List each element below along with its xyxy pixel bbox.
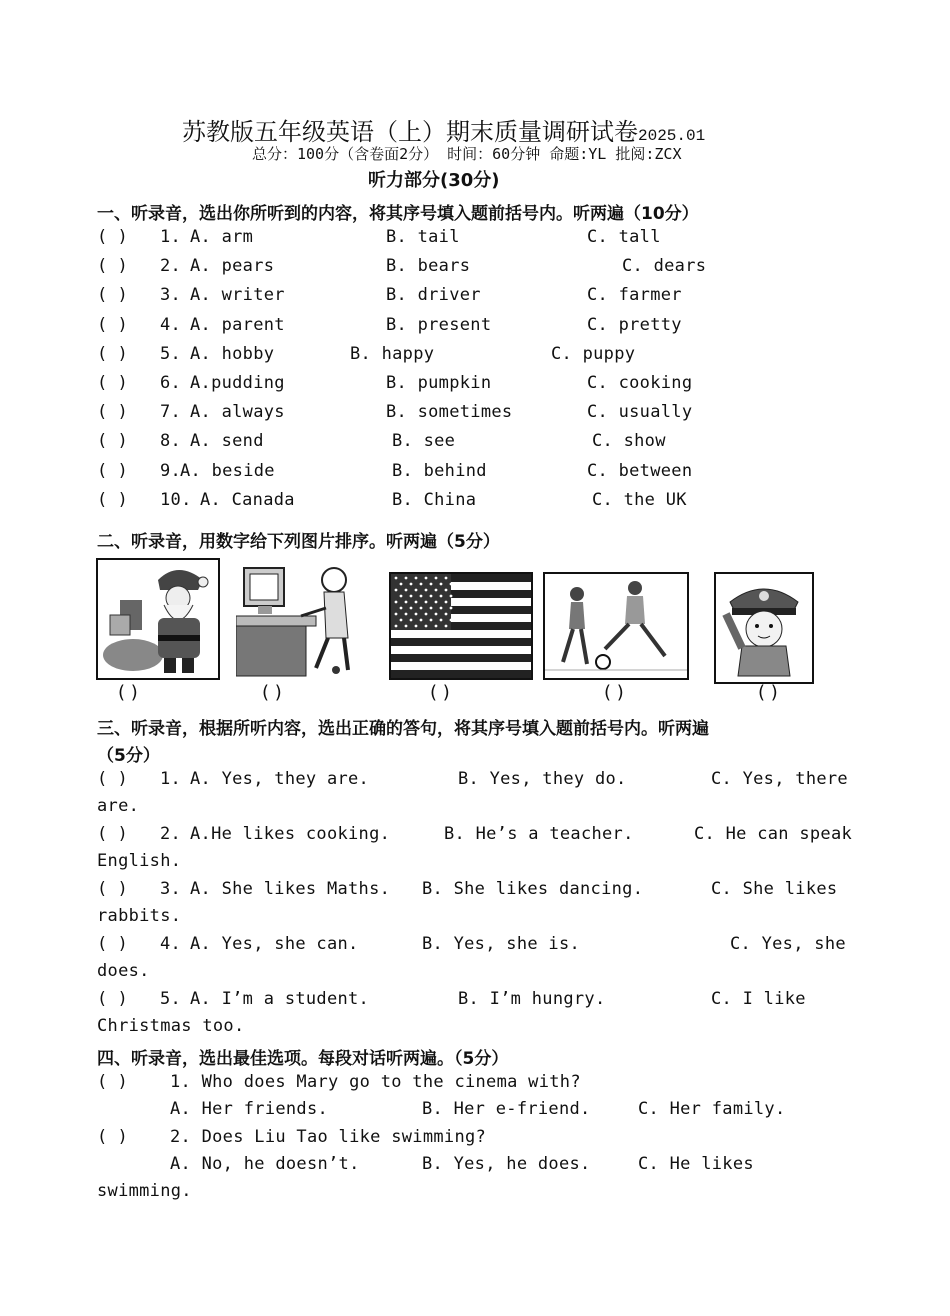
- us-flag-icon: [391, 574, 531, 678]
- option-b: B. She likes dancing.: [422, 879, 644, 899]
- santa-claus-icon: [98, 560, 218, 678]
- option-c: C. puppy: [551, 343, 636, 364]
- question-number: 1.: [160, 769, 182, 789]
- option-a: A. Her friends.: [170, 1099, 329, 1119]
- police-officer-icon: [716, 574, 812, 682]
- picture-blank[interactable]: ( ): [758, 682, 778, 703]
- computer-user-icon: [236, 558, 361, 678]
- option-a: A.He likes cooking.: [190, 824, 391, 844]
- picture-computer: [236, 558, 361, 678]
- option-b: B. driver: [386, 285, 481, 306]
- option-a: A. always: [190, 402, 285, 423]
- question-text: 2. Does Liu Tao like swimming?: [170, 1127, 487, 1147]
- football-players-icon: [545, 574, 687, 678]
- question-number: 5.: [160, 343, 182, 364]
- answer-blank[interactable]: ( ): [97, 769, 128, 789]
- answer-blank[interactable]: ( ): [97, 343, 128, 364]
- option-b: B. see: [392, 431, 456, 452]
- option-c: C. dears: [622, 256, 707, 277]
- question-number: 10.: [160, 489, 192, 510]
- answer-blank[interactable]: ( ): [97, 989, 128, 1009]
- option-c-continued: English.: [97, 851, 182, 871]
- answer-blank[interactable]: ( ): [97, 402, 128, 423]
- option-a: A. She likes Maths.: [190, 879, 391, 899]
- answer-blank[interactable]: ( ): [97, 256, 128, 277]
- option-c: C. show: [592, 431, 666, 452]
- answer-blank[interactable]: ( ): [97, 879, 128, 899]
- question-number: 5.: [160, 989, 182, 1009]
- answer-blank[interactable]: ( ): [97, 460, 128, 481]
- option-b: B. bears: [386, 256, 471, 277]
- option-a: A. hobby: [190, 343, 275, 364]
- option-a: A. beside: [180, 460, 275, 481]
- section3-title: 三、听录音，根据所听内容，选出正确的答句，将其序号填入题前括号内。听两遍: [97, 719, 709, 739]
- question-number: 3.: [160, 285, 182, 306]
- section1-title: 一、听录音，选出你所听到的内容，将其序号填入题前括号内。听两遍（10分）: [97, 204, 699, 224]
- option-c: C. farmer: [587, 285, 682, 306]
- part-title: 听力部分(30分): [368, 170, 500, 191]
- option-b: B. Her e-friend.: [422, 1099, 591, 1119]
- question-number: 1.: [160, 227, 182, 247]
- question-number: 8.: [160, 431, 182, 452]
- picture-police: [714, 572, 814, 684]
- question-number: 2.: [160, 824, 182, 844]
- question-text: 1. Who does Mary go to the cinema with?: [170, 1072, 581, 1092]
- option-b: B. behind: [392, 460, 487, 481]
- option-a: A. Yes, they are.: [190, 769, 370, 789]
- option-a: A.pudding: [190, 373, 285, 393]
- option-a: A. I’m a student.: [190, 989, 370, 1009]
- option-c-continued: are.: [97, 796, 140, 816]
- option-a: A. writer: [190, 285, 285, 306]
- answer-blank[interactable]: ( ): [97, 285, 128, 306]
- section3-title-score: （5分）: [97, 746, 160, 766]
- option-a: A. send: [190, 431, 264, 452]
- option-c: C. cooking: [587, 373, 693, 393]
- option-a: A. arm: [190, 227, 254, 247]
- answer-blank[interactable]: ( ): [97, 227, 128, 247]
- option-c-continued: swimming.: [97, 1181, 192, 1201]
- answer-blank[interactable]: ( ): [97, 373, 128, 393]
- option-b: B. I’m hungry.: [458, 989, 606, 1009]
- option-c: C. Yes, she: [730, 934, 846, 954]
- option-b: B. pumpkin: [386, 373, 492, 393]
- question-number: 7.: [160, 402, 182, 423]
- title-text: 苏教版五年级英语（上）期末质量调研试卷: [182, 118, 638, 146]
- option-b: B. Yes, he does.: [422, 1154, 591, 1174]
- option-c: C. I like: [711, 989, 806, 1009]
- picture-santa: [96, 558, 220, 680]
- option-b: B. Yes, she is.: [422, 934, 581, 954]
- option-c-continued: does.: [97, 961, 150, 981]
- option-a: A. Canada: [200, 489, 295, 510]
- answer-blank[interactable]: ( ): [97, 934, 128, 954]
- option-c-continued: Christmas too.: [97, 1016, 245, 1036]
- option-b: B. tail: [386, 227, 460, 247]
- picture-blank[interactable]: ( ): [604, 682, 624, 703]
- answer-blank[interactable]: ( ): [97, 1127, 128, 1147]
- option-a: A. No, he doesn’t.: [170, 1154, 360, 1174]
- option-c: C. He likes: [638, 1154, 754, 1174]
- option-c: C. She likes: [711, 879, 838, 899]
- answer-blank[interactable]: ( ): [97, 431, 128, 452]
- exam-info: 总分：100分（含卷面2分） 时间：60分钟 命题:YL 批阅:ZCX: [252, 145, 682, 163]
- option-c: C. Yes, there: [711, 769, 848, 789]
- option-b: B. present: [386, 314, 492, 335]
- option-c-continued: rabbits.: [97, 906, 182, 926]
- question-number: 4.: [160, 934, 182, 954]
- picture-football: [543, 572, 689, 680]
- question-number: 4.: [160, 314, 182, 335]
- question-number: 9.: [160, 460, 182, 481]
- exam-date: 2025.01: [638, 127, 706, 145]
- page-title: [182, 112, 705, 147]
- option-c: C. between: [587, 460, 693, 481]
- option-b: B. He’s a teacher.: [444, 824, 634, 844]
- picture-us-flag: [389, 572, 533, 680]
- option-c: C. usually: [587, 402, 693, 423]
- option-c: C. tall: [587, 227, 661, 247]
- option-a: A. Yes, she can.: [190, 934, 359, 954]
- picture-blank[interactable]: ( ): [262, 682, 282, 703]
- answer-blank[interactable]: ( ): [97, 824, 128, 844]
- option-c: C. the UK: [592, 489, 687, 510]
- answer-blank[interactable]: ( ): [97, 314, 128, 335]
- question-number: 2.: [160, 256, 182, 277]
- option-b: B. happy: [350, 343, 435, 364]
- option-a: A. parent: [190, 314, 285, 335]
- answer-blank[interactable]: ( ): [97, 489, 128, 510]
- question-number: 6.: [160, 373, 182, 393]
- question-number: 3.: [160, 879, 182, 899]
- option-b: B. Yes, they do.: [458, 769, 627, 789]
- option-c: C. He can speak: [694, 824, 853, 844]
- picture-blank[interactable]: ( ): [118, 682, 138, 703]
- picture-blank[interactable]: ( ): [430, 682, 450, 703]
- option-b: B. sometimes: [386, 402, 513, 423]
- section4-title: 四、听录音，选出最佳选项。每段对话听两遍。（5分）: [97, 1049, 509, 1069]
- option-c: C. pretty: [587, 314, 682, 335]
- answer-blank[interactable]: ( ): [97, 1072, 128, 1092]
- option-c: C. Her family.: [638, 1099, 786, 1119]
- section2-title: 二、听录音，用数字给下列图片排序。听两遍（5分）: [97, 532, 500, 552]
- option-a: A. pears: [190, 256, 275, 277]
- option-b: B. China: [392, 489, 477, 510]
